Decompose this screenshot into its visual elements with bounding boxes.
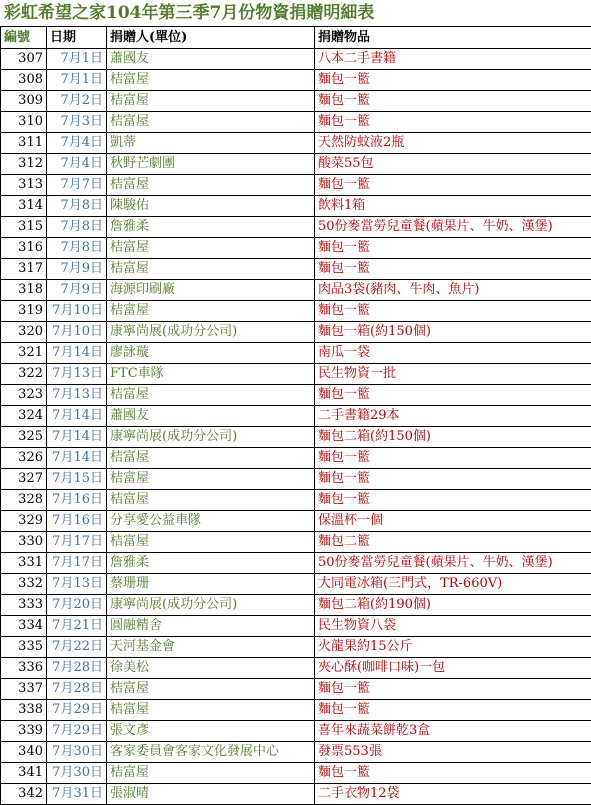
cell-date[interactable]: 7月22日 — [47, 637, 107, 658]
cell-donor[interactable]: 桔富屋 — [107, 385, 315, 406]
cell-donor[interactable]: 桔富屋 — [107, 469, 315, 490]
cell-date[interactable]: 7月9日 — [47, 259, 107, 280]
cell-no[interactable]: 309 — [1, 91, 47, 112]
cell-no[interactable]: 336 — [1, 658, 47, 679]
table-row — [1, 679, 591, 700]
cell-item[interactable]: 麵包一籃 — [315, 91, 591, 112]
cell-date[interactable]: 7月16日 — [47, 490, 107, 511]
cell-item[interactable]: 麵包一籃 — [315, 70, 591, 91]
cell-donor[interactable]: 桔富屋 — [107, 91, 315, 112]
cell-item[interactable]: 麵包一籃 — [315, 679, 591, 700]
table-row — [1, 259, 591, 280]
cell-donor[interactable]: 桔富屋 — [107, 532, 315, 553]
table-row — [1, 196, 591, 217]
cell-donor[interactable]: 蕭國友 — [107, 49, 315, 70]
table-row — [1, 658, 591, 679]
table-row — [1, 406, 591, 427]
cell-date[interactable]: 7月28日 — [47, 658, 107, 679]
cell-item[interactable]: 發票553張 — [315, 742, 591, 763]
cell-no[interactable]: 317 — [1, 259, 47, 280]
cell-date[interactable]: 7月13日 — [47, 574, 107, 595]
cell-item[interactable]: 麵包一籃 — [315, 301, 591, 322]
header-date[interactable]: 日期 — [47, 27, 107, 49]
cell-donor[interactable]: 康寧尚展(成功分公司) — [107, 595, 315, 616]
cell-date[interactable]: 7月4日 — [47, 154, 107, 175]
cell-item[interactable]: 麵包一籃 — [315, 385, 591, 406]
cell-no[interactable]: 323 — [1, 385, 47, 406]
cell-date[interactable]: 7月21日 — [47, 616, 107, 637]
cell-item[interactable]: 二手書籍29本 — [315, 406, 591, 427]
cell-item[interactable]: 50份麥當勞兒童餐(蘋果片、牛奶、漢堡) — [315, 217, 591, 238]
cell-no[interactable]: 339 — [1, 721, 47, 742]
cell-date[interactable]: 7月29日 — [47, 700, 107, 721]
cell-no[interactable]: 324 — [1, 406, 47, 427]
cell-date[interactable]: 7月28日 — [47, 679, 107, 700]
cell-item[interactable]: 麵包一籃 — [315, 112, 591, 133]
cell-item[interactable]: 大同電冰箱(三門式，TR-660V) — [315, 574, 591, 595]
cell-donor[interactable]: 桔富屋 — [107, 259, 315, 280]
cell-date[interactable]: 7月3日 — [47, 112, 107, 133]
cell-item[interactable]: 麵包一籃 — [315, 469, 591, 490]
cell-date[interactable]: 7月29日 — [47, 721, 107, 742]
cell-no[interactable]: 337 — [1, 679, 47, 700]
donation-table — [0, 26, 591, 805]
cell-item[interactable]: 民生物資一批 — [315, 364, 591, 385]
cell-date[interactable]: 7月17日 — [47, 532, 107, 553]
cell-donor[interactable]: 客家委員會客家文化發展中心 — [107, 742, 315, 763]
cell-donor[interactable]: 桔富屋 — [107, 700, 315, 721]
cell-donor[interactable]: 分享愛公益車隊 — [107, 511, 315, 532]
table-row — [1, 595, 591, 616]
cell-donor[interactable]: 桔富屋 — [107, 112, 315, 133]
cell-no[interactable]: 340 — [1, 742, 47, 763]
cell-donor[interactable]: FTC車隊 — [107, 364, 315, 385]
cell-no[interactable]: 335 — [1, 637, 47, 658]
cell-no[interactable]: 313 — [1, 175, 47, 196]
cell-no[interactable]: 331 — [1, 553, 47, 574]
cell-donor[interactable]: 桔富屋 — [107, 763, 315, 784]
cell-donor[interactable]: 圓融精舍 — [107, 616, 315, 637]
cell-date[interactable]: 7月15日 — [47, 469, 107, 490]
header-item[interactable]: 捐贈物品 — [315, 27, 591, 49]
cell-item[interactable]: 麵包一籃 — [315, 490, 591, 511]
cell-date[interactable]: 7月13日 — [47, 364, 107, 385]
cell-no[interactable]: 319 — [1, 301, 47, 322]
table-row — [1, 637, 591, 658]
cell-no[interactable]: 312 — [1, 154, 47, 175]
cell-no[interactable]: 329 — [1, 511, 47, 532]
cell-donor[interactable]: 桔富屋 — [107, 301, 315, 322]
cell-no[interactable]: 315 — [1, 217, 47, 238]
cell-donor[interactable]: 海源印刷廠 — [107, 280, 315, 301]
cell-donor[interactable]: 蔡珊珊 — [107, 574, 315, 595]
cell-item[interactable]: 八本二手書籍 — [315, 49, 591, 70]
cell-item[interactable]: 火龍果約15公斤 — [315, 637, 591, 658]
table-row — [1, 343, 591, 364]
cell-date[interactable]: 7月8日 — [47, 238, 107, 259]
cell-date[interactable]: 7月7日 — [47, 175, 107, 196]
cell-no[interactable]: 332 — [1, 574, 47, 595]
table-row — [1, 238, 591, 259]
header-no[interactable]: 編號 — [1, 27, 47, 49]
cell-donor[interactable]: 張淑晴 — [107, 784, 315, 805]
cell-date[interactable]: 7月14日 — [47, 448, 107, 469]
cell-donor[interactable]: 桔富屋 — [107, 679, 315, 700]
cell-item[interactable]: 保溫杯一個 — [315, 511, 591, 532]
table-row — [1, 301, 591, 322]
table-row — [1, 133, 591, 154]
cell-date[interactable]: 7月1日 — [47, 70, 107, 91]
table-row — [1, 280, 591, 301]
cell-date[interactable]: 7月30日 — [47, 742, 107, 763]
cell-no[interactable]: 342 — [1, 784, 47, 805]
cell-donor[interactable]: 廖詠璇 — [107, 343, 315, 364]
cell-donor[interactable]: 徐美松 — [107, 658, 315, 679]
cell-item[interactable]: 喜年來蔬菜餅乾3盒 — [315, 721, 591, 742]
cell-item[interactable]: 麵包二箱(約150個) — [315, 427, 591, 448]
table-row — [1, 511, 591, 532]
cell-item[interactable]: 麵包一籃 — [315, 448, 591, 469]
header-donor[interactable]: 捐贈人(單位) — [107, 27, 315, 49]
table-row — [1, 490, 591, 511]
cell-date[interactable]: 7月1日 — [47, 49, 107, 70]
cell-date[interactable]: 7月13日 — [47, 385, 107, 406]
table-row — [1, 427, 591, 448]
cell-donor[interactable]: 康寧尚展(成功分公司) — [107, 322, 315, 343]
cell-no[interactable]: 307 — [1, 49, 47, 70]
cell-date[interactable]: 7月14日 — [47, 427, 107, 448]
cell-no[interactable]: 341 — [1, 763, 47, 784]
table-row — [1, 553, 591, 574]
table-row — [1, 532, 591, 553]
table-row — [1, 154, 591, 175]
cell-donor[interactable]: 桔富屋 — [107, 70, 315, 91]
cell-donor[interactable]: 陳駿佑 — [107, 196, 315, 217]
cell-no[interactable]: 325 — [1, 427, 47, 448]
table-row — [1, 70, 591, 91]
cell-no[interactable]: 310 — [1, 112, 47, 133]
cell-donor[interactable]: 蕭國友 — [107, 406, 315, 427]
cell-no[interactable]: 321 — [1, 343, 47, 364]
cell-donor[interactable]: 張文彥 — [107, 721, 315, 742]
cell-no[interactable]: 326 — [1, 448, 47, 469]
cell-no[interactable]: 334 — [1, 616, 47, 637]
header-row — [1, 27, 591, 49]
table-row — [1, 49, 591, 70]
cell-no[interactable]: 330 — [1, 532, 47, 553]
cell-donor[interactable]: 詹雅柔 — [107, 217, 315, 238]
cell-donor[interactable]: 詹雅柔 — [107, 553, 315, 574]
cell-no[interactable]: 308 — [1, 70, 47, 91]
table-row — [1, 784, 591, 805]
cell-item[interactable]: 50份麥當勞兒童餐(蘋果片、牛奶、漢堡) — [315, 553, 591, 574]
cell-date[interactable]: 7月20日 — [47, 595, 107, 616]
table-row — [1, 322, 591, 343]
cell-no[interactable]: 311 — [1, 133, 47, 154]
table-row — [1, 364, 591, 385]
cell-item[interactable]: 麵包一籃 — [315, 700, 591, 721]
cell-item[interactable]: 飲料1箱 — [315, 196, 591, 217]
table-row — [1, 385, 591, 406]
cell-no[interactable]: 322 — [1, 364, 47, 385]
cell-no[interactable]: 318 — [1, 280, 47, 301]
cell-item[interactable]: 南瓜一袋 — [315, 343, 591, 364]
cell-item[interactable]: 麵包一籃 — [315, 259, 591, 280]
table-row — [1, 721, 591, 742]
table-row — [1, 763, 591, 784]
table-row — [1, 742, 591, 763]
cell-date[interactable]: 7月31日 — [47, 784, 107, 805]
cell-no[interactable]: 328 — [1, 490, 47, 511]
cell-donor[interactable]: 秋野芒劇團 — [107, 154, 315, 175]
cell-item[interactable]: 酸菜55包 — [315, 154, 591, 175]
cell-date[interactable]: 7月17日 — [47, 553, 107, 574]
cell-item[interactable]: 夾心酥(咖啡口味)一包 — [315, 658, 591, 679]
cell-item[interactable]: 麵包一籃 — [315, 238, 591, 259]
cell-item[interactable]: 民生物資八袋 — [315, 616, 591, 637]
cell-date[interactable]: 7月8日 — [47, 196, 107, 217]
cell-no[interactable]: 316 — [1, 238, 47, 259]
cell-no[interactable]: 333 — [1, 595, 47, 616]
table-row — [1, 217, 591, 238]
cell-date[interactable]: 7月16日 — [47, 511, 107, 532]
cell-date[interactable]: 7月2日 — [47, 91, 107, 112]
cell-date[interactable]: 7月4日 — [47, 133, 107, 154]
table-row — [1, 574, 591, 595]
cell-donor[interactable]: 桔富屋 — [107, 238, 315, 259]
cell-item[interactable]: 麵包二籃 — [315, 532, 591, 553]
table-row — [1, 175, 591, 196]
cell-item[interactable]: 麵包一籃 — [315, 175, 591, 196]
table-row — [1, 469, 591, 490]
table-row — [1, 91, 591, 112]
cell-date[interactable]: 7月14日 — [47, 406, 107, 427]
cell-no[interactable]: 327 — [1, 469, 47, 490]
cell-no[interactable]: 314 — [1, 196, 47, 217]
cell-no[interactable]: 320 — [1, 322, 47, 343]
cell-item[interactable]: 天然防蚊液2瓶 — [315, 133, 591, 154]
cell-item[interactable]: 麵包一箱(約150個) — [315, 322, 591, 343]
table-row — [1, 700, 591, 721]
cell-donor[interactable]: 桔富屋 — [107, 448, 315, 469]
cell-item[interactable]: 二手衣物12袋 — [315, 784, 591, 805]
cell-date[interactable]: 7月10日 — [47, 322, 107, 343]
table-row — [1, 448, 591, 469]
cell-item[interactable]: 肉品3袋(豬肉、牛肉、魚片) — [315, 280, 591, 301]
cell-donor[interactable]: 凱蒂 — [107, 133, 315, 154]
cell-date[interactable]: 7月30日 — [47, 763, 107, 784]
cell-item[interactable]: 麵包一籃 — [315, 763, 591, 784]
cell-donor[interactable]: 康寧尚展(成功分公司) — [107, 427, 315, 448]
cell-date[interactable]: 7月14日 — [47, 343, 107, 364]
cell-item[interactable]: 麵包二箱(約190個) — [315, 595, 591, 616]
sheet-title: 彩虹希望之家104年第三季7月份物資捐贈明細表 — [0, 0, 591, 26]
table-row — [1, 616, 591, 637]
table-row — [1, 112, 591, 133]
cell-donor[interactable]: 桔富屋 — [107, 490, 315, 511]
cell-donor[interactable]: 天河基金會 — [107, 637, 315, 658]
cell-date[interactable]: 7月10日 — [47, 301, 107, 322]
cell-date[interactable]: 7月9日 — [47, 280, 107, 301]
cell-donor[interactable]: 桔富屋 — [107, 175, 315, 196]
cell-no[interactable]: 338 — [1, 700, 47, 721]
cell-date[interactable]: 7月8日 — [47, 217, 107, 238]
